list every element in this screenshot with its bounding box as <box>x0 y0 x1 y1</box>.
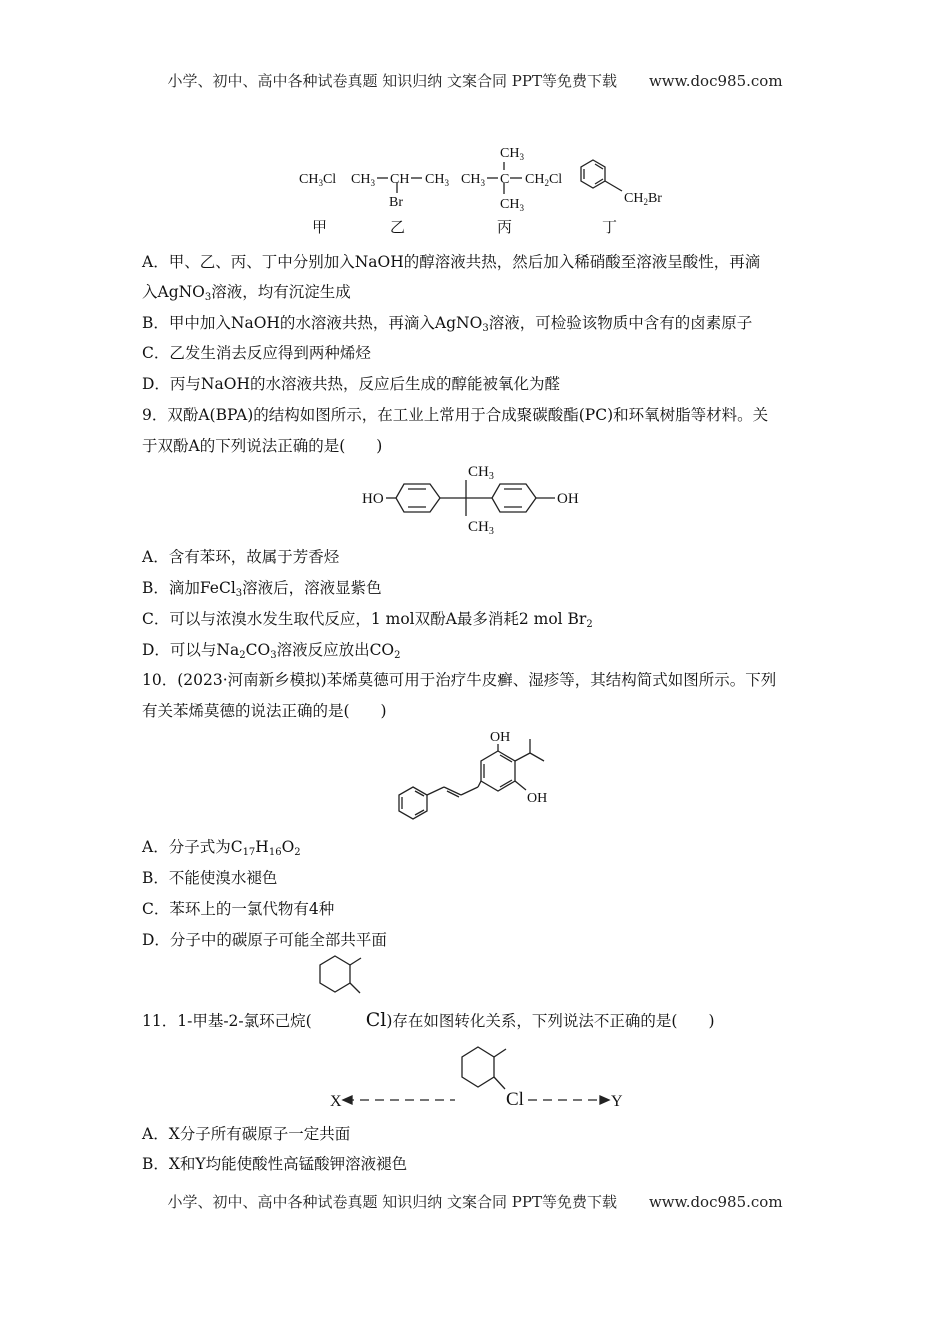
q10-option-c: C．苯环上的一氯代物有4种 <box>142 900 335 918</box>
q8-option-c: C．乙发生消去反应得到两种烯烃 <box>142 344 371 362</box>
yi-right: $CH_3$ <box>425 172 449 188</box>
q11-option-b: B．X和Y均能使酸性高锰酸钾溶液褪色 <box>142 1155 408 1173</box>
bpa-right-oh: OH <box>557 491 579 507</box>
bing-bottom: $CH_3$ <box>500 197 524 213</box>
page-header <box>0 70 950 91</box>
footer-text: 小学、初中、高中各种试卷真题 知识归纳 文案合同 PPT等免费下载 <box>167 1193 617 1211</box>
bpa-bottom-ch3: $CH_3$ <box>468 519 494 537</box>
q8-option-a-line2: 入AgNO$_3$溶液，均有沉淀生成 <box>142 283 351 303</box>
header-text: 小学、初中、高中各种试卷真题 知识归纳 文案合同 PPT等免费下载 <box>167 72 617 90</box>
jia-label: 甲 <box>312 220 328 236</box>
q11-x: X <box>330 1093 342 1110</box>
q10-oh-bottom: OH <box>527 791 548 806</box>
q11-stem-cl: Cl <box>365 1009 387 1031</box>
ding-group: $CH_2Br$ <box>624 191 662 207</box>
q9-option-a: A．含有苯环，故属于芳香烃 <box>142 548 340 566</box>
yi-center: CH <box>390 172 410 187</box>
q8-structures <box>0 140 950 240</box>
header-site-link[interactable]: www.doc985.com <box>648 72 783 90</box>
q11-scheme <box>0 1035 950 1115</box>
benvitimod-structure <box>0 725 950 825</box>
q8-option-b: B．甲中加入NaOH的水溶液共热，再滴入AgNO$_3$溶液，可检验该物质中含有的卤素原子 <box>142 314 753 334</box>
q9-option-b: B．滴加FeCl$_3$溶液后，溶液显紫色 <box>142 579 382 599</box>
bpa-top-ch3: $CH_3$ <box>468 464 494 482</box>
q9-option-c: C．可以与浓溴水发生取代反应，1 mol双酚A最多消耗2 mol $Br_2$ <box>142 610 593 630</box>
bing-center: C <box>500 172 510 187</box>
yi-br: Br <box>389 195 403 210</box>
bpa-structure <box>0 458 950 538</box>
q9-stem-line1: 9．双酚A(BPA)的结构如图所示，在工业上常用于合成聚碳酸酯(PC)和环氧树脂等材料。关 <box>142 406 769 424</box>
q11-y: Y <box>611 1093 623 1110</box>
q8-option-a-line1: A．甲、乙、丙、丁中分别加入NaOH的醇溶液共热，然后加入稀硝酸至溶液呈酸性，再滴 <box>142 253 761 271</box>
bing-left: $CH_3$ <box>461 172 485 188</box>
q9-stem-line2: 于双酚A的下列说法正确的是( ) <box>142 437 383 455</box>
q10-option-d: D．分子中的碳原子可能全部共平面 <box>142 931 387 949</box>
q11-option-a: A．X分子所有碳原子一定共面 <box>142 1125 351 1143</box>
q10-option-a: A．分子式为$C_{17}H_{16}O_2$ <box>142 838 301 858</box>
jia-formula: $CH_3Cl$ <box>299 172 337 188</box>
bing-label: 丙 <box>497 220 513 236</box>
bing-right: $CH_2Cl$ <box>525 172 563 188</box>
footer-site-link[interactable]: www.doc985.com <box>648 1193 783 1211</box>
q8-option-d: D．丙与NaOH的水溶液共热，反应后生成的醇能被氧化为醛 <box>142 375 560 393</box>
q10-stem-line1: 10．(2023·河南新乡模拟)苯烯莫德可用于治疗牛皮癣、湿疹等，其结构简式如图所示。下列 <box>142 671 777 689</box>
q11-stem-suffix: )存在如图转化关系，下列说法不正确的是( ) <box>386 1012 715 1030</box>
yi-label: 乙 <box>390 220 406 236</box>
q11-stem <box>142 1009 715 1031</box>
q11-stem-prefix: 11．1-甲基-2-氯环己烷( <box>142 1012 312 1030</box>
page-footer <box>0 1191 950 1212</box>
yi-left: $CH_3$ <box>351 172 375 188</box>
q10-stem-line2: 有关苯烯莫德的说法正确的是( ) <box>142 702 387 720</box>
q9-option-d: D．可以与$Na_2CO_3$溶液反应放出$CO_2$ <box>142 641 401 661</box>
q11-cl: Cl <box>506 1089 524 1110</box>
q10-oh-top: OH <box>490 730 511 745</box>
q10-option-b: B．不能使溴水褪色 <box>142 869 278 887</box>
bing-top: $CH_3$ <box>500 146 524 162</box>
bpa-left-ho: HO <box>362 491 384 507</box>
ding-label: 丁 <box>602 220 618 236</box>
